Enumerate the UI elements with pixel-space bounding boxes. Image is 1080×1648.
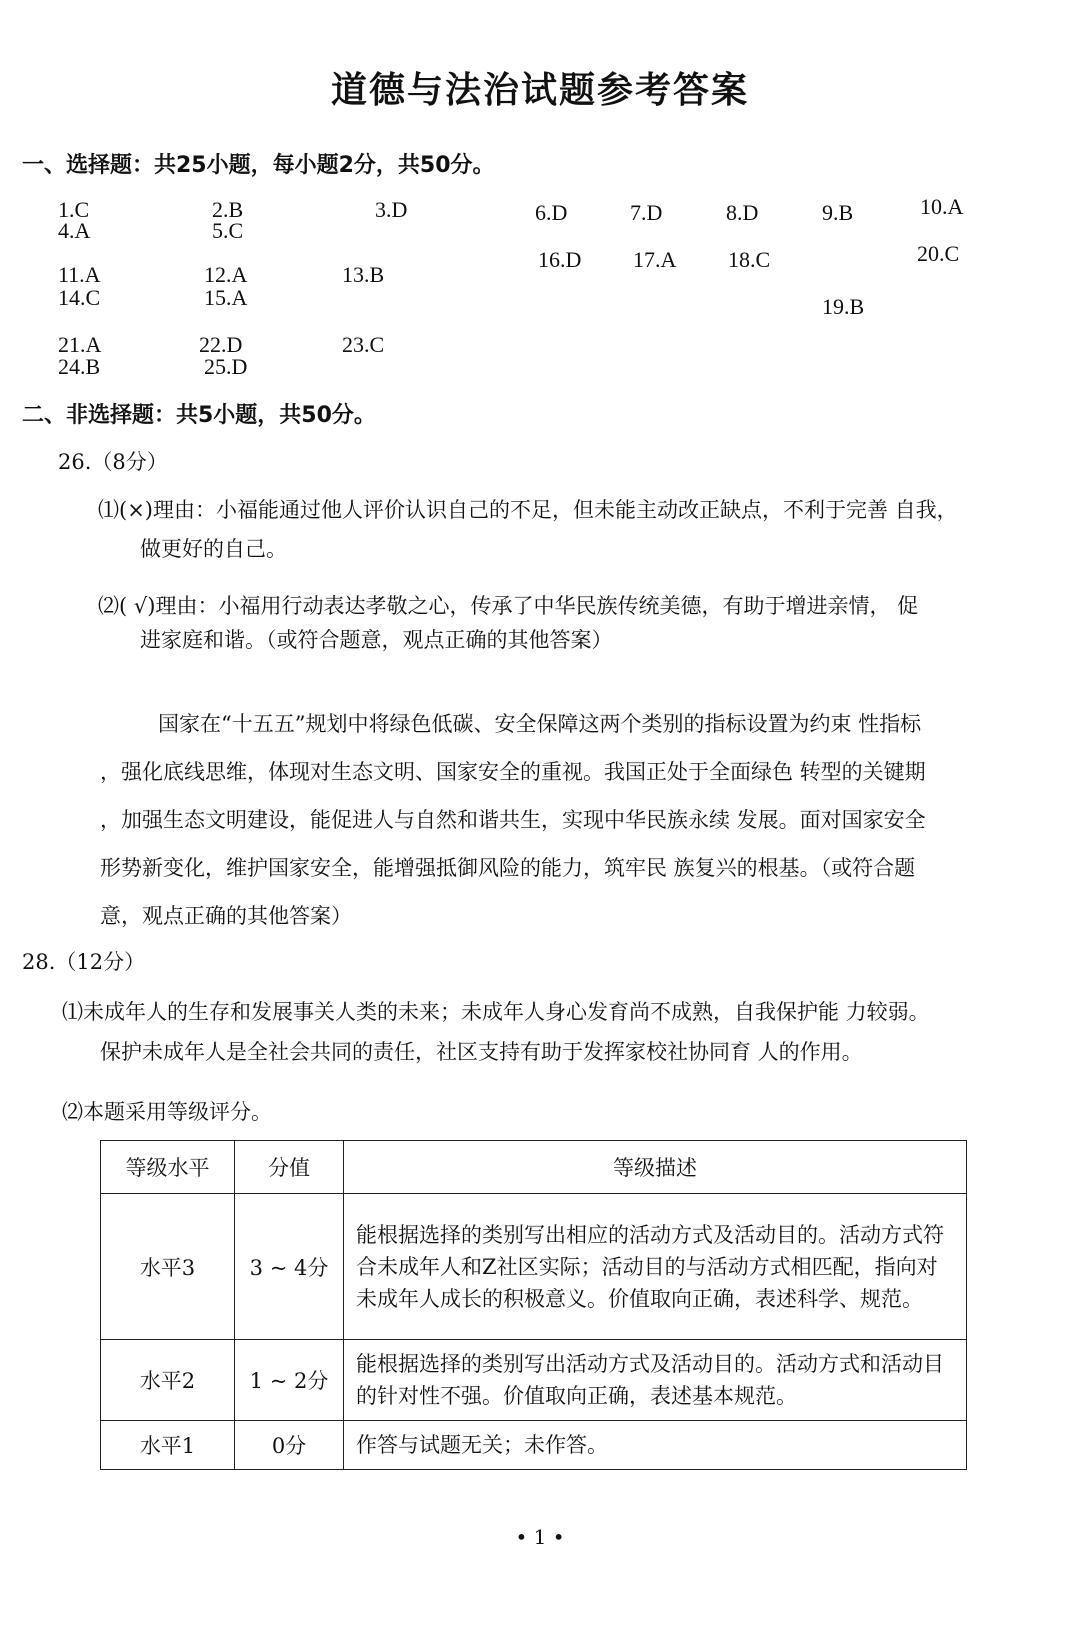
answer-item: 9.B [822,200,854,225]
answer-item: 7.D [630,200,663,225]
page-title: 道德与法治试题参考答案 [330,70,749,111]
level-cell: 水平2 [101,1340,235,1421]
q28-part1-line1: ⑴未成年人的生存和发展事关人类的未来；未成年人身心发育尚不成熟，自我保护能 力较弱。 [62,1000,930,1024]
q26-part2-line1: ⑵( √)理由：小福用行动表达孝敬之心，传承了中华民族传统美德，有助于增进亲情， 促 [98,594,919,618]
q27-line2: ，强化底线思维，体现对生态文明、国家安全的重视。我国正处于全面绿色 转型的关键期 [100,760,926,784]
score-cell: 1 ~ 2分 [235,1340,344,1421]
table-row [101,1421,967,1470]
answer-item: 19.B [822,294,865,319]
answer-item: 13.B [342,262,385,287]
level-cell: 水平1 [101,1421,235,1470]
q26-part1-line1: ⑴(×)理由：小福能通过他人评价认识自己的不足，但未能主动改正缺点，不利于完善 自我， [98,498,958,522]
answer-item: 4.A [58,218,91,243]
answer-item: 10.A [920,194,964,219]
table-header-row [101,1141,967,1194]
level-cell: 水平3 [101,1194,235,1340]
table-row [101,1340,967,1421]
page-number: • 1 • [515,1525,565,1549]
section1-heading: 一、选择题：共25小题，每小题2分，共50分。 [22,153,495,178]
description-cell: 作答与试题无关；未作答。 [344,1421,967,1470]
q27-line4: 形势新变化，维护国家安全，能增强抵御风险的能力，筑牢民 族复兴的根基。（或符合题 [100,856,916,880]
answer-item: 21.A [58,332,102,357]
answer-item: 23.C [342,332,385,357]
score-cell: 3 ~ 4分 [235,1194,344,1340]
answer-item: 2.B [212,197,244,222]
q27-line3: ，加强生态文明建设，能促进人与自然和谐共生，实现中华民族永续 发展。面对国家安全 [100,808,926,832]
answer-item: 14.C [58,285,101,310]
q28-part1-line2: 保护未成年人是全社会共同的责任，社区支持有助于发挥家校社协同育 人的作用。 [100,1040,863,1064]
answer-item: 18.C [728,247,771,272]
grading-table [100,1140,967,1470]
q28-label: 28.（12分） [22,950,146,974]
score-cell: 0分 [235,1421,344,1470]
answer-item: 24.B [58,354,101,379]
answer-item: 25.D [204,354,248,379]
description-cell: 能根据选择的类别写出相应的活动方式及活动目的。活动方式符合未成年人和Z社区实际；活动目的与活动方式相匹配，指向对未成年人成长的积极意义。价值取向正确，表述科学、规范。 [344,1194,967,1340]
answer-item: 6.D [535,200,568,225]
answer-item: 8.D [726,200,759,225]
q27-line5: 意，观点正确的其他答案） [100,904,352,928]
q26-part1-line2: 做更好的自己。 [140,537,287,561]
answer-item: 3.D [375,197,408,222]
answer-item: 17.A [633,247,677,272]
answer-item: 5.C [212,218,244,243]
answer-item: 20.C [917,241,960,266]
answer-item: 1.C [58,197,90,222]
column-header: 等级水平 [101,1141,235,1194]
q27-line1: 国家在“十五五”规划中将绿色低碳、安全保障这两个类别的指标设置为约束 性指标 [158,712,922,736]
answer-item: 11.A [58,262,101,287]
description-cell: 能根据选择的类别写出活动方式及活动目的。活动方式和活动目的针对性不强。价值取向正确，表述基本规范。 [344,1340,967,1421]
table-row [101,1194,967,1340]
answer-item: 16.D [538,247,582,272]
section2-heading: 二、非选择题：共5小题，共50分。 [22,403,376,428]
q26-label: 26.（8分） [58,450,168,474]
q28-part2: ⑵本题采用等级评分。 [62,1100,272,1124]
column-header: 等级描述 [344,1141,967,1194]
answer-item: 12.A [204,262,248,287]
column-header: 分值 [235,1141,344,1194]
q26-part2-line2: 进家庭和谐。（或符合题意，观点正确的其他答案） [140,628,613,652]
answer-item: 15.A [204,285,248,310]
answer-item: 22.D [199,332,243,357]
